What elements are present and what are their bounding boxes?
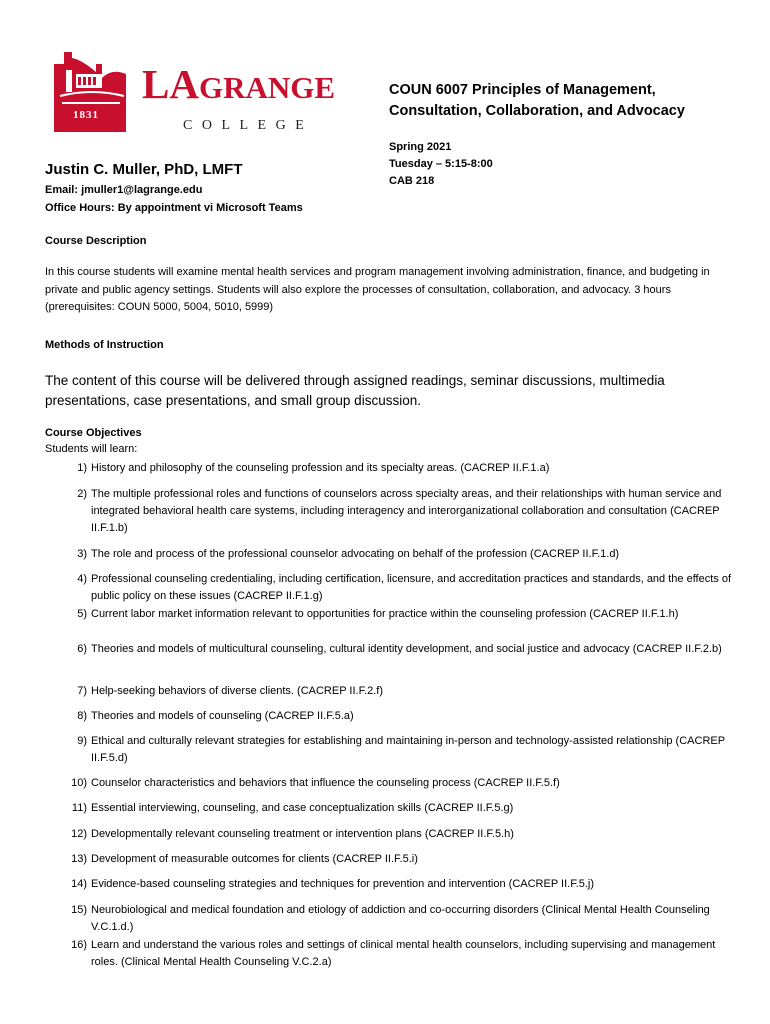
objective-text: Theories and models of counseling (CACREP II.F.5.a)	[91, 710, 354, 722]
objective-number: 5)	[77, 608, 87, 620]
methods-heading: Methods of Instruction	[45, 339, 164, 351]
objective-number: 10)	[71, 777, 87, 789]
objective-number: 14)	[71, 878, 87, 890]
objective-text: Current labor market information relevant to opportunities for practice within the counseling profession (CACREP II.F.1.h)	[91, 608, 679, 620]
instructor-office-hours: Office Hours: By appointment vi Microsoft Teams	[45, 202, 303, 214]
objective-number: 6)	[77, 643, 87, 655]
objective-number: 2)	[77, 488, 87, 500]
objective-number: 4)	[77, 573, 87, 585]
objective-number: 13)	[71, 853, 87, 865]
objective-number: 12)	[71, 828, 87, 840]
objective-text: Essential interviewing, counseling, and case conceptualization skills (CACREP II.F.5.g)	[91, 802, 514, 814]
objective-text: Neurobiological and medical foundation and etiology of addiction and co-occurring disorders (Clinical Mental Health Counseling V.C.1.d.)	[91, 904, 710, 933]
objective-text: Theories and models of multicultural counseling, cultural identity development, and social justice and advocacy (CACREP II.F.2.b)	[91, 643, 722, 655]
objective-text: Help-seeking behaviors of diverse clients. (CACREP II.F.2.f)	[91, 685, 384, 697]
course-time: Tuesday – 5:15-8:00	[389, 158, 493, 170]
objective-number: 16)	[71, 939, 87, 951]
objective-text: History and philosophy of the counseling profession and its specialty areas. (CACREP II.F.1.a)	[91, 462, 550, 474]
objective-number: 1)	[77, 462, 87, 474]
wordmark-la: LA	[142, 61, 199, 107]
objective-number: 3)	[77, 548, 87, 560]
instructor-email: Email: jmuller1@lagrange.edu	[45, 184, 203, 196]
course-title: COUN 6007 Principles of Management, Consultation, Collaboration, and Advocacy	[389, 82, 685, 119]
objective-text: Development of measurable outcomes for clients (CACREP II.F.5.i)	[91, 853, 418, 865]
course-schedule	[389, 139, 493, 190]
objectives-heading: Course Objectives	[45, 427, 142, 439]
instructor-name: Justin C. Muller, PhD, LMFT	[45, 161, 243, 178]
objective-text: Counselor characteristics and behaviors that influence the counseling process (CACREP II.F.5.f)	[91, 777, 560, 789]
crest-year: 1831	[73, 109, 99, 121]
objective-text: Ethical and culturally relevant strategies for establishing and maintaining in-person and technology-assisted relationship (CACREP II.F.5.d)	[91, 735, 725, 764]
objective-number: 11)	[71, 802, 87, 814]
objectives-intro: Students will learn:	[45, 443, 138, 455]
instructor-contact	[45, 181, 303, 217]
objective-text: Learn and understand the various roles and settings of clinical mental health counselors, including supervising and management roles. (Clinical Mental Health Counseling V.C.2.a)	[91, 939, 716, 968]
objective-number: 15)	[71, 904, 87, 916]
objective-number: 8)	[77, 710, 87, 722]
description-text: In this course students will examine mental health services and program management involving administration, finance, and budgeting in private and public agency settings. Students will also explore the processes of consultation, collaboration, and advocacy. 3 hours (prerequisites: COUN 5000, 5004, 5010, 5999)	[45, 266, 710, 313]
wordmark-grange: GRANGE	[198, 70, 336, 105]
objective-number: 7)	[77, 685, 87, 697]
college-logo	[52, 44, 372, 144]
methods-text: The content of this course will be delivered through assigned readings, seminar discussions, multimedia presentations, case presentations, and small group discussion.	[45, 373, 665, 408]
objective-text: Evidence-based counseling strategies and techniques for prevention and intervention (CACREP II.F.5.j)	[91, 878, 595, 890]
course-room: CAB 218	[389, 175, 435, 187]
objective-text: The role and process of the professional counselor advocating on behalf of the profession (CACREP II.F.1.d)	[91, 548, 620, 560]
description-heading: Course Description	[45, 235, 147, 247]
logo-college: COLLEGE	[183, 118, 314, 133]
course-term: Spring 2021	[389, 141, 452, 153]
objective-number: 9)	[77, 735, 87, 747]
objective-text: Developmentally relevant counseling treatment or intervention plans (CACREP II.F.5.h)	[91, 828, 514, 840]
objective-text: Professional counseling credentialing, including certification, licensure, and accreditation practices and standards, and the effects of public policy on these issues (CACREP II.F.1.g)	[91, 573, 732, 602]
crest-icon	[52, 44, 142, 144]
logo-wordmark	[142, 61, 336, 107]
objective-text: The multiple professional roles and functions of counselors across specialty areas, and their relationships with human service and integrated behavioral health care systems, including interagency and interorganizational collaboration and consultation (CACREP II.F.1.b)	[91, 488, 722, 534]
